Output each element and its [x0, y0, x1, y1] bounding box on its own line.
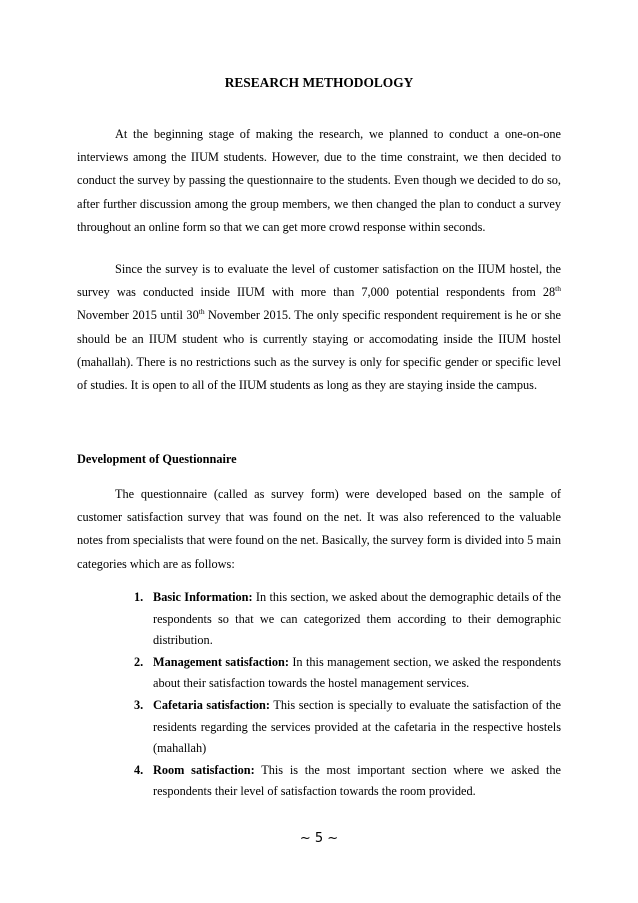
section-heading: Development of Questionnaire	[77, 452, 237, 466]
category-list	[134, 587, 561, 803]
paragraph-survey-scope-part3: November 2015. The only specific respondent requirement is he or she should be an IIUM student who is currently staying or accomodating inside the IIUM hostel (mahallah). There is no restrictions such as the survey is only for specific gender or specific level of studies. It is open to all of the IIUM students as long as they are staying inside the campus.	[77, 308, 562, 393]
list-item-text: This section is specially to evaluate the satisfaction of the residents regarding the services provided at the cafetaria in the respective hostels (mahallah)	[153, 697, 561, 756]
paragraph-survey-scope-part1: Since the survey is to evaluate the level of customer satisfaction on the IIUM hostel, the survey was conducted inside IIUM with more than 7,000 potential respondents from 28	[77, 262, 561, 300]
list-item-text: This is the most important section where we asked the respondents their level of satisfaction towards the room provided.	[153, 762, 561, 799]
page-title: RESEARCH METHODOLOGY	[224, 75, 414, 90]
list-item-number: 4.	[134, 762, 144, 777]
ordinal-suffix-start: th	[555, 284, 561, 294]
paragraph-survey-scope	[77, 258, 561, 397]
paragraph-questionnaire: The questionnaire (called as survey form) were developed based on the sample of customer satisfaction survey that was found on the net. It was also referenced to the valuable notes from specialists that were found on the net. Basically, the survey form is divided into 5 main categories which are as follows:	[77, 487, 561, 571]
ordinal-suffix-end: th	[198, 307, 205, 317]
list-item-number: 3.	[134, 697, 144, 712]
list-item	[134, 587, 561, 652]
paragraph-survey-scope-part2: November 2015 until 30	[77, 308, 199, 323]
list-item-term: Management satisfaction:	[153, 654, 289, 669]
list-item	[134, 695, 561, 760]
paragraph-interview-plan: At the beginning stage of making the research, we planned to conduct a one-on-one interviews among the IIUM students. However, due to the time constraint, we then decided to conduct the survey by passing the questionnaire to the students. Even though we decided to do so, after further discussion among the group members, we then changed the plan to conduct a survey throughout an online form so that we can get more crowd response within seconds.	[77, 127, 561, 234]
list-item-number: 1.	[134, 590, 144, 604]
list-item	[134, 652, 561, 695]
list-item-number: 2.	[134, 654, 144, 669]
list-item-term: Basic Information:	[153, 590, 253, 604]
page-number: ~ 5 ~	[299, 831, 339, 846]
list-item-text: In this section, we asked about the demographic details of the respondents so that we can categorized them according to their demographic distribution.	[153, 590, 561, 648]
list-item-term: Room satisfaction:	[153, 762, 255, 777]
list-item-term: Cafetaria satisfaction:	[153, 697, 270, 712]
list-item	[134, 760, 561, 803]
list-item-text: In this management section, we asked the respondents about their satisfaction towards the hostel management services.	[153, 654, 561, 691]
